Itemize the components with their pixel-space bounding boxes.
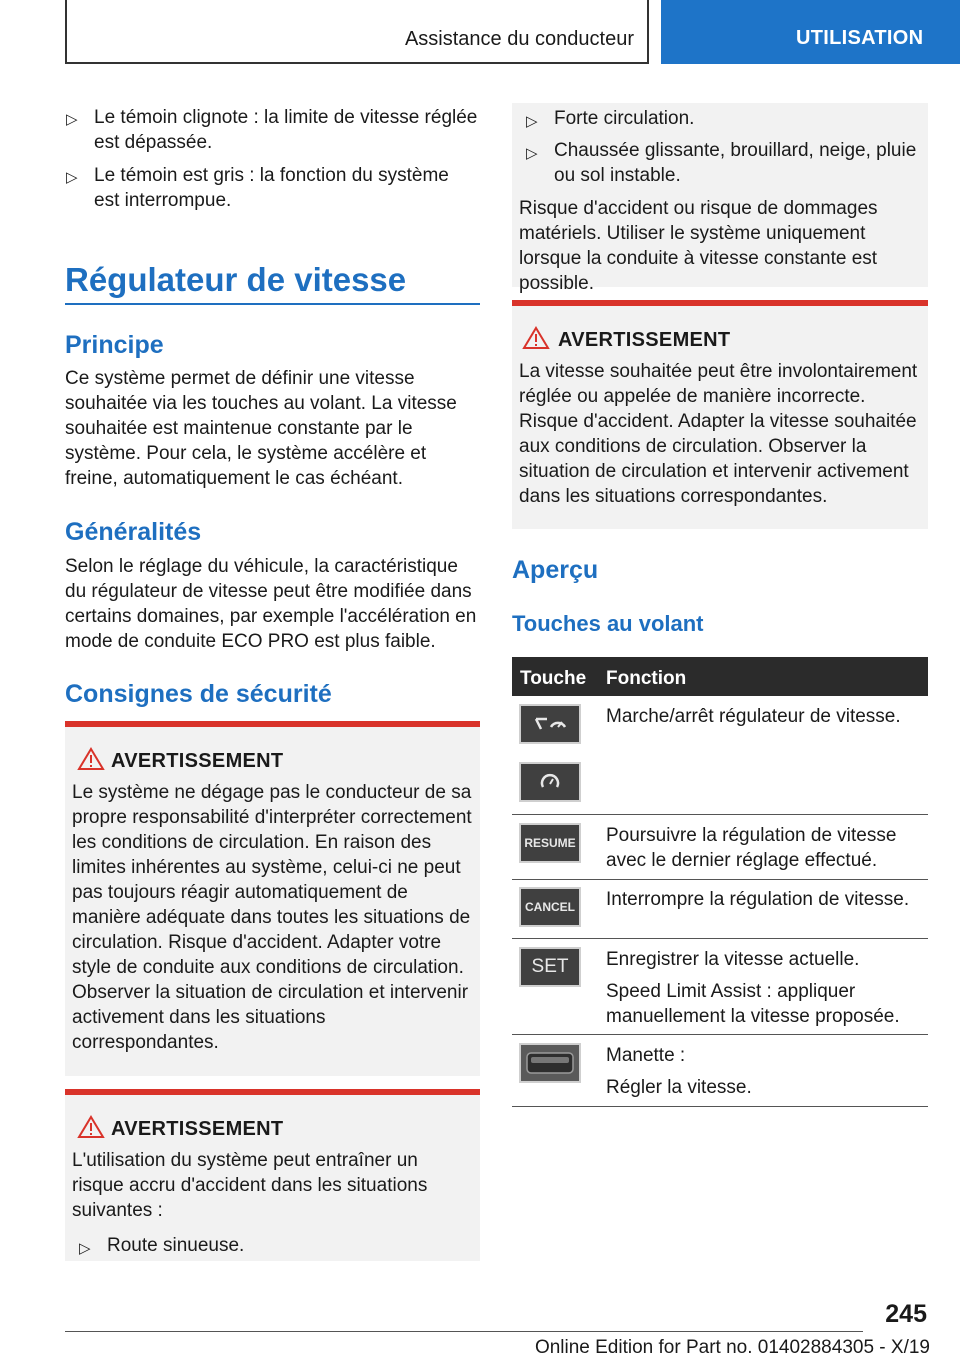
bullet-marker: ▷ <box>79 1240 91 1257</box>
function-text: Marche/arrêt régulateur de vitesse. <box>606 706 901 727</box>
function-text: Enregistrer la vitesse actuelle. <box>606 949 860 970</box>
warning-text: La vitesse souhaitée peut être involontairement réglée ou appelée de manière incorrecte. Risque d'accident. Adapter la vitesse souhaitée aux conditions de circulation. Observer la situation de circulation et intervenir activement dans les situations correspondantes. <box>519 361 918 507</box>
column-header-key: Touche <box>520 668 587 689</box>
warning-title: AVERTISSEMENT <box>111 1118 284 1140</box>
cruise-speedo-icon <box>519 762 581 802</box>
warning-bar <box>512 300 928 306</box>
function-text: Régler la vitesse. <box>606 1077 752 1098</box>
bullet-marker: ▷ <box>66 111 78 128</box>
column-header-function: Fonction <box>606 668 687 689</box>
header-tab[interactable] <box>661 0 960 64</box>
warning-bar <box>65 1089 480 1095</box>
heading-apercu: Aperçu <box>512 556 599 584</box>
list-item: Le témoin clignote : la limite de vitesse réglée est dépassée. <box>94 107 478 153</box>
function-text: Interrompre la régulation de vitesse. <box>606 889 910 910</box>
bullet-marker: ▷ <box>66 169 78 186</box>
heading-touches: Touches au volant <box>512 611 704 636</box>
cruise-onoff-icon <box>519 704 581 744</box>
resume-key: RESUME <box>519 823 581 863</box>
list-item: Route sinueuse. <box>107 1235 245 1256</box>
warning-box <box>65 721 480 1076</box>
warning-triangle-icon <box>77 747 105 771</box>
page-title: Régulateur de vitesse <box>65 261 407 298</box>
bullet-marker: ▷ <box>526 113 538 130</box>
warning-triangle-icon <box>77 1115 105 1139</box>
title-rule <box>65 303 480 305</box>
warning-box <box>65 1089 480 1261</box>
page-number: 245 <box>885 1300 927 1328</box>
paragraph-generalites: Selon le réglage du véhicule, la caractéristique du régulateur de vitesse peut être modifiée dans certains domaines, par exemple l'accélération en mode de conduite ECO PRO est plus faible. <box>65 556 477 652</box>
warning-bar <box>65 721 480 727</box>
warning-text: Risque d'accident ou risque de dommages matériels. Utiliser le système uniquement lorsque la conduite à vitesse constante est possible. <box>519 198 878 294</box>
function-text: Speed Limit Assist : appliquer manuellement la vitesse proposée. <box>606 981 900 1027</box>
warning-box <box>512 300 928 529</box>
paragraph-principe: Ce système permet de définir une vitesse souhaitée via les touches au volant. La vitesse souhaitée est maintenue constante par le système. Pour cela, le système accélère et freine, automatiquement le cas échéant. <box>65 368 457 489</box>
cancel-key: CANCEL <box>519 887 581 927</box>
row-divider <box>512 1034 928 1035</box>
row-divider <box>512 814 928 815</box>
warning-box-continued <box>512 103 928 294</box>
row-divider <box>512 879 928 880</box>
row-divider <box>512 1106 928 1107</box>
warning-title: AVERTISSEMENT <box>111 750 284 772</box>
heading-principe: Principe <box>65 331 164 359</box>
heading-generalites: Généralités <box>65 518 202 546</box>
footer-rule <box>65 1331 863 1332</box>
footer-edition: Online Edition for Part no. 01402884305 - X/19 <box>534 1337 930 1358</box>
list-item: Chaussée glissante, brouillard, neige, pluie ou sol instable. <box>554 140 917 186</box>
warning-triangle-icon <box>522 326 550 350</box>
function-text: Manette : <box>606 1045 686 1066</box>
set-key: SET <box>519 947 581 987</box>
row-divider <box>512 938 928 939</box>
warning-title: AVERTISSEMENT <box>558 329 731 351</box>
function-text: Poursuivre la régulation de vitesse avec le dernier réglage effectué. <box>606 825 897 871</box>
warning-text: Le système ne dégage pas le conducteur de sa propre responsabilité d'interpréter correctement les conditions de circulation. En raison des limites inhérentes au système, celui-ci ne peut pas toujours réagir automatiquement de manière adéquate dans toutes les situations de circulation. Risque d'accident. Adapter votre style de conduite aux conditions de circulation. Observer la situation de circulation et intervenir activement dans les situations correspondantes. <box>72 782 472 1053</box>
header-section-title: Assistance du conducteur <box>404 28 634 50</box>
list-item: Forte circulation. <box>554 108 695 129</box>
table-header <box>512 657 928 696</box>
heading-consignes: Consignes de sécurité <box>65 680 332 708</box>
bullet-marker: ▷ <box>526 145 538 162</box>
header-tab-label: UTILISATION <box>796 27 924 49</box>
list-item: Le témoin est gris : la fonction du système est interrompue. <box>94 165 449 211</box>
rocker-lever-icon <box>519 1043 581 1083</box>
warning-text: L'utilisation du système peut entraîner un risque accru d'accident dans les situations suivantes : <box>72 1150 428 1221</box>
